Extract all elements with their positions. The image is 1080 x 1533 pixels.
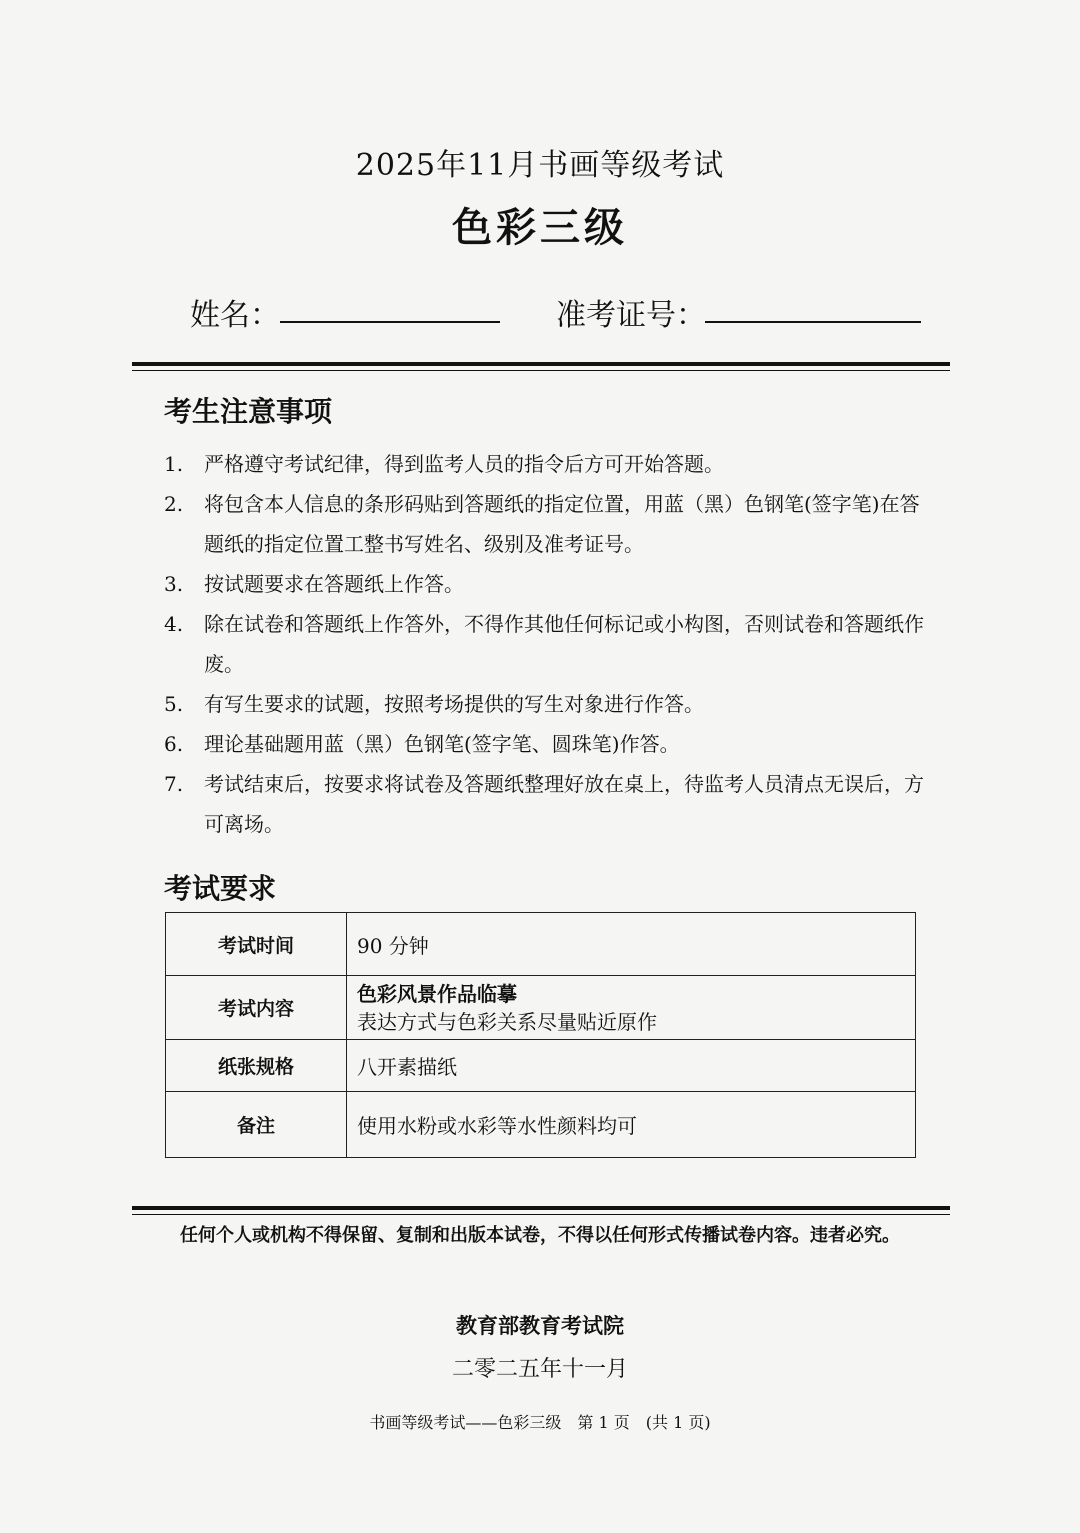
divider-rule-bottom-thin	[132, 1214, 950, 1215]
notice-text: 理论基础题用蓝（黑）色钢笔(签字笔、圆珠笔)作答。	[204, 732, 680, 756]
requirement-value: 使用水粉或水彩等水性颜料均可	[347, 1092, 916, 1158]
notice-item	[164, 724, 934, 764]
page-footer: 书画等级考试——色彩三级 第 1 页 (共 1 页)	[369, 1413, 711, 1432]
divider-rule-top-thin	[132, 370, 950, 371]
notice-number: 3.	[164, 572, 184, 596]
ticket-number-label: 准考证号：	[556, 298, 706, 333]
requirement-value: 90 分钟	[347, 913, 916, 976]
issue-date: 二零二五年十一月	[451, 1357, 628, 1382]
notice-text: 按试题要求在答题纸上作答。	[204, 572, 464, 596]
exam-title: 2025年11月书画等级考试	[355, 148, 725, 183]
copyright-notice: 任何个人或机构不得保留、复制和出版本试卷，不得以任何形式传播试卷内容。违者必究。	[180, 1225, 900, 1246]
notice-item	[164, 684, 934, 724]
notice-text: 严格遵守考试纪律，得到监考人员的指令后方可开始答题。	[204, 452, 724, 476]
requirements-table	[165, 912, 916, 1158]
notice-text: 有写生要求的试题，按照考场提供的写生对象进行作答。	[204, 692, 704, 716]
requirement-value: 八开素描纸	[347, 1040, 916, 1092]
table-row	[166, 913, 916, 976]
exam-subject: 色彩三级	[452, 204, 628, 251]
notice-item	[164, 764, 934, 844]
notice-item	[164, 444, 934, 484]
divider-rule-top	[132, 362, 950, 366]
issuer: 教育部教育考试院	[456, 1314, 624, 1338]
notices-list	[164, 444, 934, 844]
table-row	[166, 1040, 916, 1092]
notice-text: 将包含本人信息的条形码贴到答题纸的指定位置，用蓝（黑）色钢笔(签字笔)在答题纸的指定位置工整书写姓名、级别及准考证号。	[204, 492, 920, 556]
notice-item	[164, 484, 934, 564]
name-field[interactable]	[280, 321, 500, 323]
notice-text: 考试结束后，按要求将试卷及答题纸整理好放在桌上，待监考人员清点无误后，方可离场。	[204, 772, 924, 836]
name-label: 姓名：	[190, 298, 280, 333]
notice-text: 除在试卷和答题纸上作答外，不得作其他任何标记或小构图，否则试卷和答题纸作废。	[204, 612, 924, 676]
ticket-number-field[interactable]	[705, 321, 921, 323]
requirement-value-bold: 色彩风景作品临摹	[357, 981, 517, 1006]
notice-item	[164, 604, 934, 684]
notices-heading: 考生注意事项	[164, 395, 333, 428]
table-row	[166, 1092, 916, 1158]
requirement-key: 备注	[166, 1092, 347, 1158]
requirement-key: 考试内容	[166, 976, 347, 1040]
requirements-heading: 考试要求	[164, 872, 277, 905]
table-row	[166, 976, 916, 1040]
requirement-key: 纸张规格	[166, 1040, 347, 1092]
notice-item	[164, 564, 934, 604]
divider-rule-bottom	[132, 1206, 950, 1210]
notice-number: 1.	[164, 452, 184, 476]
notice-number: 2.	[164, 492, 184, 516]
notice-number: 6.	[164, 732, 184, 756]
requirement-key: 考试时间	[166, 913, 347, 976]
requirement-value: 表达方式与色彩关系尽量贴近原作	[357, 1009, 657, 1034]
notice-number: 7.	[164, 772, 184, 796]
notice-number: 4.	[164, 612, 184, 636]
requirement-value-cell	[347, 976, 916, 1040]
notice-number: 5.	[164, 692, 184, 716]
